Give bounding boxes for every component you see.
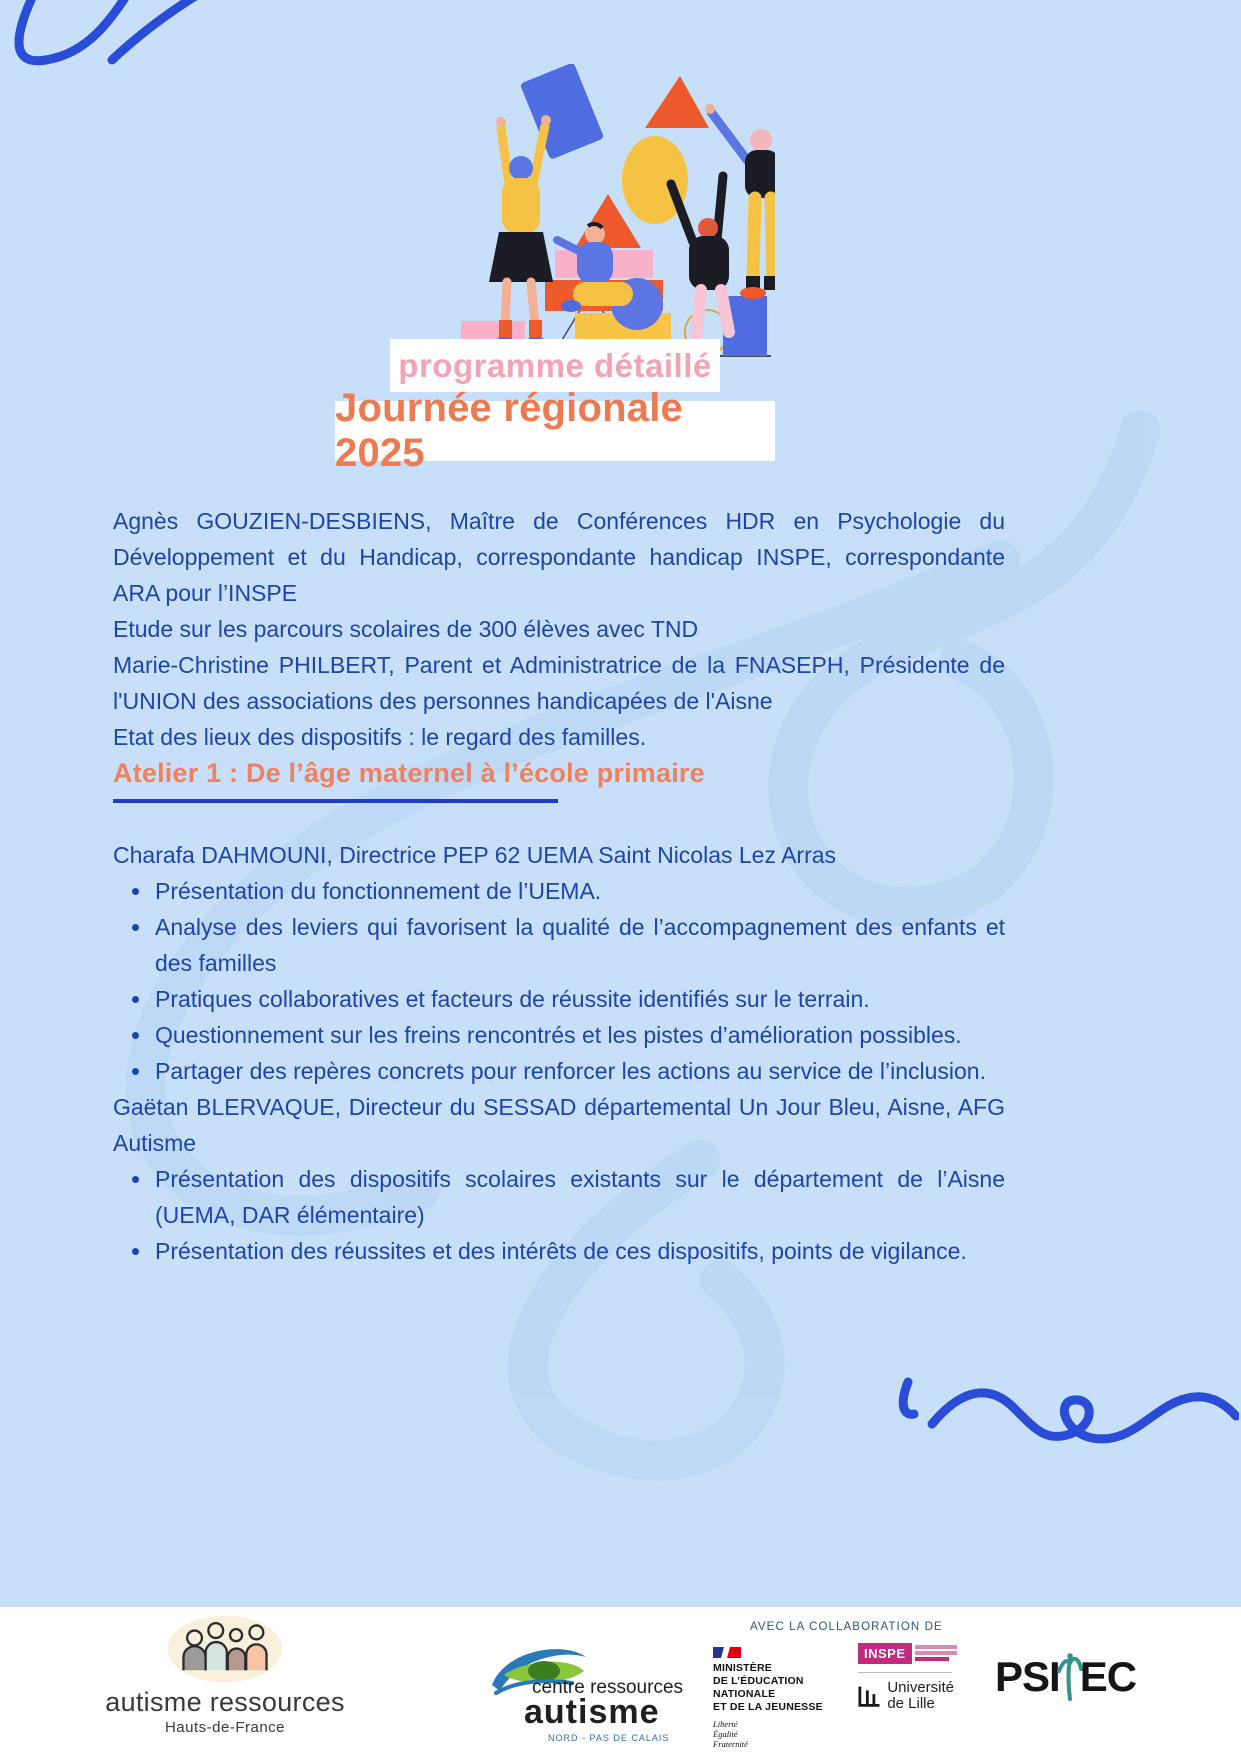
bullet-item: • Pratiques collaboratives et facteurs de réussite identifiés sur le terrain.: [153, 981, 1005, 1017]
speaker-paragraph: Charafa DAHMOUNI, Directrice PEP 62 UEMA Saint Nicolas Lez Arras: [113, 842, 837, 868]
bullet-item: • Partager des repères concrets pour renforcer les actions au service de l’inclusion.: [153, 1053, 1005, 1089]
psitec-text-right: EC: [1079, 1653, 1137, 1700]
bullet-list-session-1: [113, 873, 1005, 1089]
ministere-motto: Liberté Égalité Fraternité: [713, 1719, 748, 1749]
french-flag-icon: [713, 1647, 741, 1658]
speaker-paragraph: Gaëtan BLERVAQUE, Directeur du SESSAD départemental Un Jour Bleu, Aisne, AFG Autisme: [113, 1094, 1005, 1156]
logo-inspe-univ-lille: [858, 1643, 954, 1712]
bullet-list-session-2: [113, 1161, 1005, 1269]
bullet-item: • Analyse des leviers qui favorisent la qualité de l’accompagnement des enfants et des familles: [153, 909, 1005, 981]
page-title: Journée régionale 2025: [335, 386, 683, 475]
univ-lille-line: de Lille: [887, 1695, 935, 1712]
people-group-icon: [160, 1613, 290, 1685]
autisme-ressources-name: autisme ressources: [105, 1687, 345, 1717]
footer-logos-band: [0, 1607, 1241, 1755]
univ-lille-lll-icon: [858, 1682, 882, 1710]
programme-content: [113, 503, 1005, 1269]
cra-line-3: NORD - PAS DE CALAIS: [548, 1733, 670, 1743]
psitec-text-left: PSI: [995, 1653, 1060, 1700]
atelier-1-heading-block: [113, 755, 1005, 803]
topic-paragraph: Etude sur les parcours scolaires de 300 élèves avec TND: [113, 616, 699, 642]
autisme-ressources-region: Hauts-de-France: [164, 1719, 286, 1736]
ministere-line: DE L’ÉDUCATION: [713, 1675, 804, 1687]
logo-centre-ressources-autisme: [486, 1641, 684, 1746]
divider: [858, 1672, 952, 1673]
bullet-item: • Présentation des dispositifs scolaires existants sur le département de l’Aisne (UEMA, DAR élémentaire): [153, 1161, 1005, 1233]
atelier-1-heading: Atelier 1 : De l’âge maternel à l’école primaire: [113, 758, 705, 788]
inspe-badge: INSPE: [858, 1643, 912, 1664]
ministere-line: ET DE LA JEUNESSE: [713, 1701, 823, 1713]
squiggle-top-left-icon: [0, 0, 300, 116]
bullet-item: • Présentation des réussites et des intérêts de ces dispositifs, points de vigilance.: [153, 1233, 1005, 1269]
kicker-banner: [390, 339, 720, 392]
topic-paragraph: Etat des lieux des dispositifs : le regard des familles.: [113, 724, 647, 750]
title-banner: [335, 386, 775, 475]
cra-line-2: autisme: [524, 1693, 660, 1731]
speaker-paragraph: Agnès GOUZIEN-DESBIENS, Maître de Conférences HDR en Psychologie du Développement et du Handicap, correspondante handicap INSPE, correspondante ARA pour l’INSPE: [113, 508, 1005, 606]
speaker-paragraph: Marie-Christine PHILBERT, Parent et Administratrice de la FNASEPH, Présidente de l'UNION des associations des personnes handicapées de l'Aisne: [113, 652, 1005, 714]
logo-psitec: [995, 1651, 1136, 1703]
squiggle-bottom-right-icon: [898, 1372, 1239, 1472]
ministere-line: NATIONALE: [713, 1688, 776, 1700]
logo-universite-de-lille: [858, 1680, 954, 1712]
ministere-line: MINISTÈRE: [713, 1662, 772, 1674]
logo-autisme-ressources: [100, 1613, 350, 1736]
univ-lille-line: Université: [887, 1679, 954, 1696]
logo-ministere-education: [713, 1647, 823, 1749]
kicker-text: programme détaillé: [398, 346, 712, 384]
cra-line-1: centre ressources: [532, 1677, 684, 1698]
bullet-item: • Présentation du fonctionnement de l’UEMA.: [153, 873, 1005, 909]
bullet-item: • Questionnement sur les freins rencontrés et les pistes d’amélioration possibles.: [153, 1017, 1005, 1053]
heading-underline: [113, 799, 558, 803]
inspe-text-bars: [915, 1643, 957, 1661]
people-building-blocks-illustration: [405, 64, 775, 364]
collaboration-label: AVEC LA COLLABORATION DE: [750, 1621, 943, 1633]
